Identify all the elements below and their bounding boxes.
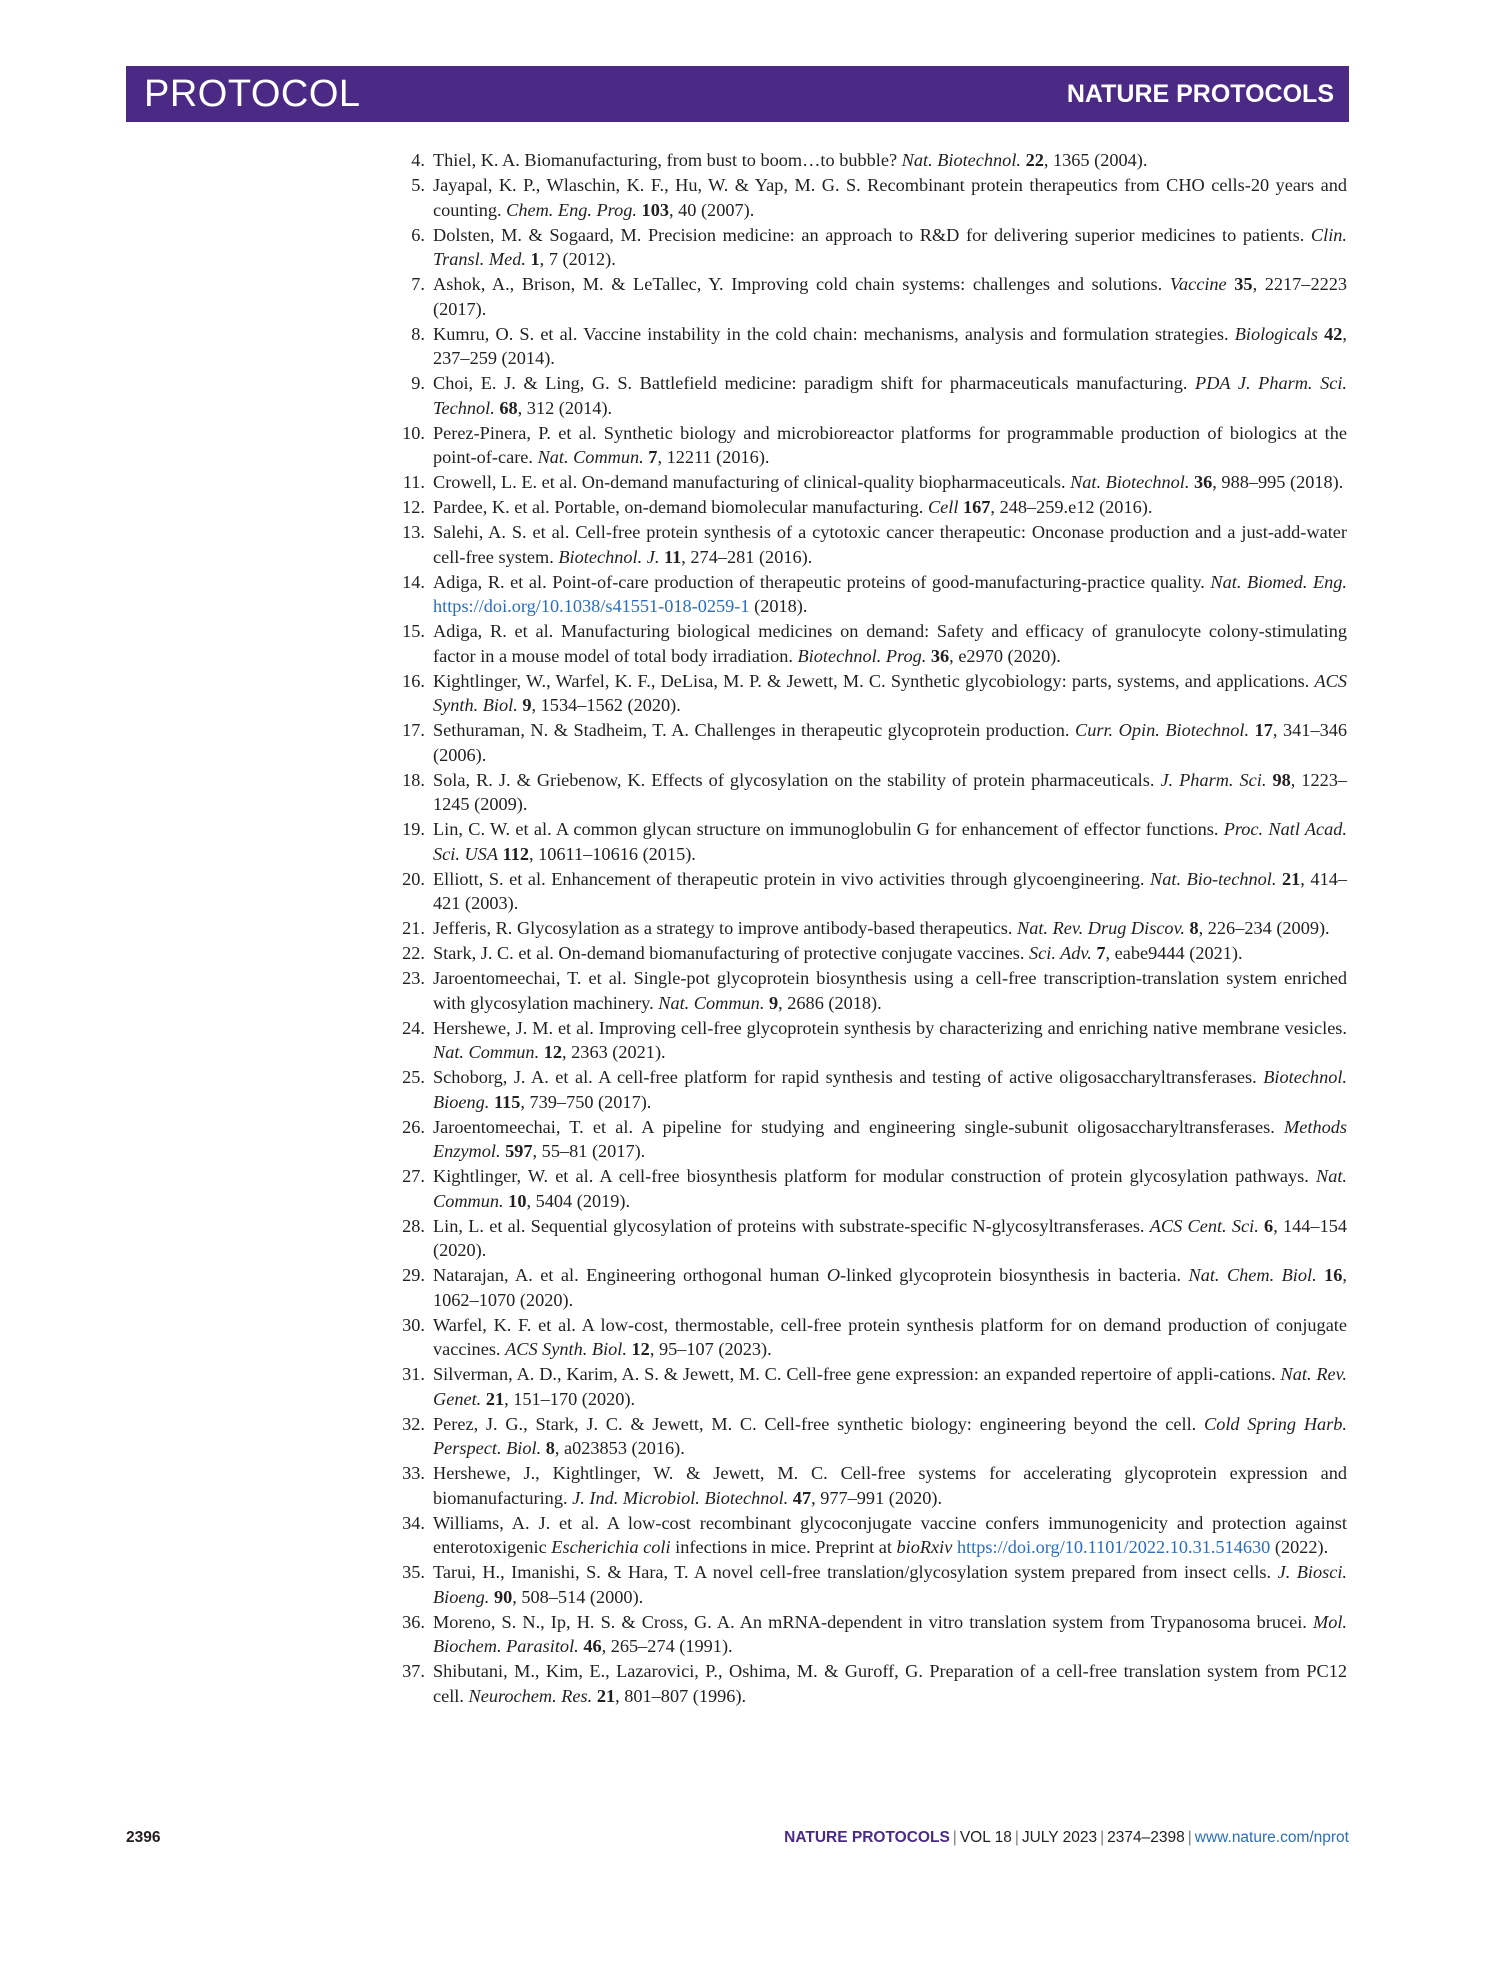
reference-number: 30. (402, 1314, 425, 1335)
reference-item (402, 916, 1347, 941)
journal-name: NATURE PROTOCOLS (1066, 80, 1334, 108)
journal-title: Vaccine (1169, 274, 1227, 294)
reference-number: 17. (402, 720, 425, 740)
reference-number: 25. (402, 1067, 425, 1087)
separator: | (1100, 1829, 1105, 1846)
journal-title: Clin. Transl. Med. (433, 224, 1347, 269)
volume-number: 11 (663, 546, 682, 567)
reference-item (402, 1016, 1347, 1065)
reference-number: 11. (402, 472, 425, 492)
reference-text: Lin, C. W. et al. A common glycan structure on immunoglobulin G for enhancement of effector functions. (433, 819, 1224, 839)
journal-title: Proc. Natl Acad. Sci. USA (433, 819, 1347, 864)
reference-text: Elliott, S. et al. Enhancement of therapeutic protein in vivo activities through glycoengineering. (433, 868, 1151, 889)
volume-number: 10 (508, 1190, 527, 1211)
reference-text: Adiga, R. et al. Point-of-care production of therapeutic proteins of good-manufacturing-practice quality. (433, 571, 1211, 592)
reference-text: Sethuraman, N. & Stadheim, T. A. Challenges in therapeutic glycoprotein production. (433, 720, 1076, 740)
separator: | (1187, 1829, 1192, 1846)
reference-item (402, 941, 1347, 966)
reference-text: Kightlinger, W., Warfel, K. F., DeLisa, M. P. & Jewett, M. C. Synthetic glycobiology: parts, systems, and applications. (433, 670, 1315, 691)
volume-number: 167 (963, 497, 991, 517)
journal-title: PDA J. Pharm. Sci. Technol. (433, 373, 1348, 418)
reference-item (402, 1164, 1347, 1213)
footer-pages: 2374–2398 (1107, 1829, 1185, 1846)
reference-text: Salehi, A. S. et al. Cell-free protein synthesis of a cytotoxic cancer therapeutic: Onconase production and a just-add-water cell-free system. (433, 522, 1347, 567)
volume-number: 17 (1254, 720, 1273, 740)
volume-number: 90 (493, 1586, 513, 1607)
reference-text: Crowell, L. E. et al. On-demand manufacturing of clinical-quality biopharmaceuticals. (433, 472, 1071, 492)
reference-text: Kightlinger, W. et al. A cell-free biosynthesis platform for modular construction of protein glycosylation pathways. (433, 1166, 1317, 1186)
footer-url-link[interactable]: www.nature.com/nprot (1194, 1829, 1349, 1846)
reference-number: 29. (402, 1265, 425, 1285)
reference-text: Dolsten, M. & Sogaard, M. Precision medicine: an approach to R&D for delivering superior medicines to patients. (433, 224, 1311, 245)
journal-title: Nat. Biomed. Eng. (1210, 571, 1347, 592)
reference-item (411, 371, 1348, 420)
reference-text: , a023853 (2016). (554, 1438, 685, 1458)
reference-item (402, 1610, 1347, 1659)
footer-journal: NATURE PROTOCOLS (784, 1829, 950, 1846)
reference-number: 15. (402, 621, 425, 641)
doi-link[interactable]: https://doi.org/10.1038/s41551-018-0259-1 (433, 596, 750, 616)
reference-number: 24. (402, 1017, 425, 1038)
section-label: PROTOCOL (144, 73, 361, 115)
reference-item (402, 867, 1347, 916)
reference-text: Sola, R. J. & Griebenow, K. Effects of glycosylation on the stability of protein pharmaceuticals. (433, 769, 1161, 790)
reference-text: Jaroentomeechai, T. et al. A pipeline for studying and engineering single-subunit oligosaccharyltransferases. (433, 1116, 1285, 1137)
volume-number: 103 (641, 199, 669, 220)
reference-number: 35. (402, 1562, 425, 1582)
reference-text: , 12211 (2016). (657, 447, 770, 467)
reference-text: Natarajan, A. et al. Engineering orthogonal human (433, 1265, 827, 1285)
journal-title: Sci. Adv. (1028, 943, 1092, 963)
reference-text: , 7 (2012). (539, 249, 616, 269)
journal-title: ACS Synth. Biol. (505, 1339, 627, 1359)
volume-number: 47 (792, 1487, 812, 1508)
reference-item (402, 1412, 1347, 1461)
journal-title: Biotechnol. J. (558, 546, 660, 567)
volume-number: 8 (1189, 918, 1199, 938)
reference-number: 10. (402, 422, 425, 443)
volume-number: 7 (1096, 943, 1106, 963)
volume-number: 112 (502, 843, 529, 864)
reference-text: , 1365 (2004). (1043, 150, 1148, 170)
journal-title: Nat. Commun. (433, 1166, 1347, 1211)
journal-title: bioRxiv (896, 1537, 953, 1557)
reference-text: Thiel, K. A. Biomanufacturing, from bust to boom…to bubble? (433, 150, 902, 170)
reference-text: , 237–259 (2014). (433, 323, 1347, 368)
volume-number: 9 (768, 992, 779, 1013)
volume-number: 16 (1324, 1265, 1343, 1285)
reference-item (402, 520, 1347, 569)
reference-text: , 508–514 (2000). (512, 1586, 644, 1607)
journal-title: Biologicals (1234, 323, 1318, 344)
journal-title: Mol. Biochem. Parasitol. (433, 1611, 1347, 1656)
volume-number: 68 (499, 397, 518, 418)
reference-item (402, 1115, 1347, 1164)
journal-title: Nat. Rev. Genet. (433, 1364, 1347, 1409)
reference-number: 20. (402, 868, 425, 889)
page-footer (126, 1829, 1349, 1853)
volume-number: 12 (543, 1042, 563, 1062)
reference-item (411, 322, 1347, 371)
reference-item (402, 966, 1347, 1015)
volume-number: 42 (1324, 323, 1343, 344)
reference-text: Pardee, K. et al. Portable, on-demand biomolecular manufacturing. (433, 497, 928, 517)
reference-item (402, 1065, 1347, 1114)
reference-text: , 1062–1070 (2020). (433, 1265, 1347, 1310)
reference-text: , 274–281 (2016). (681, 546, 813, 567)
reference-text: , 341–346 (2006). (433, 720, 1348, 765)
reference-text: Jefferis, R. Glycosylation as a strategy to improve antibody-based therapeutics. (433, 918, 1018, 938)
volume-number: 597 (505, 1141, 533, 1161)
reference-text: , e2970 (2020). (949, 645, 1061, 666)
reference-item (411, 148, 1347, 173)
reference-text: , 1223–1245 (2009). (433, 769, 1348, 814)
reference-text: Hershewe, J. M. et al. Improving cell-free glycoprotein synthesis by characterizing and enriching native membrane vesicles. (433, 1017, 1347, 1038)
reference-text: , 10611–10616 (2015). (528, 843, 696, 864)
reference-text: , 144–154 (2020). (433, 1215, 1347, 1260)
reference-number: 4. (411, 150, 425, 170)
journal-title: Nat. Bio-technol. (1150, 868, 1277, 889)
volume-number: 21 (485, 1388, 505, 1409)
volume-number: 21 (1282, 868, 1301, 889)
reference-text: , 1534–1562 (2020). (531, 695, 681, 715)
reference-number: 34. (402, 1512, 425, 1533)
reference-item (402, 1214, 1347, 1263)
volume-number: 98 (1272, 769, 1291, 790)
volume-number: 9 (522, 695, 532, 715)
journal-title: Nat. Biotechnol. (901, 150, 1021, 170)
reference-text: , 40 (2007). (668, 199, 755, 220)
reference-text: Ashok, A., Brison, M. & LeTallec, Y. Improving cold chain systems: challenges and solutions. (433, 274, 1170, 294)
reference-item (411, 173, 1347, 222)
reference-text: Lin, L. et al. Sequential glycosylation of proteins with substrate-specific N-glycosyltransferases. (433, 1215, 1150, 1236)
reference-number: 28. (402, 1215, 425, 1236)
reference-text: Tarui, H., Imanishi, S. & Hara, T. A novel cell-free translation/glycosylation system prepared from insect cells. (433, 1562, 1278, 1582)
page-number: 2396 (126, 1829, 161, 1846)
reference-text: Choi, E. J. & Ling, G. S. Battlefield medicine: paradigm shift for pharmaceuticals manufacturing. (433, 373, 1196, 393)
reference-list (402, 148, 1348, 1709)
reference-text: (2022). (1270, 1537, 1329, 1557)
reference-number: 33. (402, 1463, 425, 1483)
volume-number: 22 (1025, 150, 1044, 170)
reference-text: Warfel, K. F. et al. A low-cost, thermostable, cell-free protein synthesis platform for on demand production of conjugate vaccines. (433, 1314, 1347, 1359)
reference-text: , 414–421 (2003). (433, 868, 1347, 913)
separator: | (1014, 1829, 1019, 1846)
reference-number: 18. (402, 769, 425, 790)
footer-date: JULY 2023 (1021, 1829, 1098, 1846)
reference-text: Adiga, R. et al. Manufacturing biological medicines on demand: Safety and efficacy of granulocyte colony-stimulating factor in a mouse model of total body irradiation. (433, 621, 1347, 666)
reference-text: Schoborg, J. A. et al. A cell-free platform for rapid synthesis and testing of active oligosaccharyltransferases. (433, 1067, 1264, 1087)
reference-text: , 312 (2014). (517, 397, 613, 418)
journal-title: Biotechnol. Prog. (797, 645, 927, 666)
reference-text: , 151–170 (2020). (504, 1388, 636, 1409)
reference-text: , 5404 (2019). (526, 1190, 631, 1211)
reference-item (411, 272, 1348, 321)
reference-number: 9. (411, 373, 425, 393)
reference-number: 32. (402, 1413, 425, 1434)
reference-text: (2018). (749, 596, 808, 616)
reference-text: Hershewe, J., Kightlinger, W. & Jewett, M. C. Cell-free systems for accelerating glycoprotein expression and biomanufacturing. (433, 1463, 1347, 1508)
reference-text: , 739–750 (2017). (520, 1091, 652, 1112)
reference-text: Shibutani, M., Kim, E., Lazarovici, P., Oshima, M. & Guroff, G. Preparation of a cell-free translation system from PC12 cell. (433, 1661, 1347, 1706)
reference-number: 21. (402, 918, 425, 938)
volume-number: 6 (1264, 1215, 1274, 1236)
reference-text: , 801–807 (1996). (615, 1685, 747, 1706)
reference-text: Kumru, O. S. et al. Vaccine instability in the cold chain: mechanisms, analysis and formulation strategies. (433, 323, 1235, 344)
journal-title: Nat. Commun. (433, 1042, 540, 1062)
journal-title: J. Pharm. Sci. (1160, 769, 1267, 790)
reference-number: 16. (402, 670, 425, 691)
reference-text: , 977–991 (2020). (811, 1487, 943, 1508)
journal-title: Curr. Opin. Biotechnol. (1075, 720, 1250, 740)
reference-number: 26. (402, 1116, 425, 1137)
header-banner (126, 66, 1349, 122)
reference-number: 19. (402, 819, 425, 839)
reference-text: , eabe9444 (2021). (1105, 943, 1243, 963)
journal-title: Nat. Commun. (658, 992, 765, 1013)
volume-number: 36 (1194, 472, 1213, 492)
journal-title: Methods Enzymol. (433, 1116, 1347, 1161)
journal-title: Nat. Commun. (537, 447, 644, 467)
reference-text: Perez, J. G., Stark, J. C. & Jewett, M. C. Cell-free synthetic biology: engineering beyond the cell. (433, 1413, 1204, 1434)
reference-text: Jayapal, K. P., Wlaschin, K. F., Hu, W. & Yap, M. G. S. Recombinant protein therapeutics from CHO cells-20 years and counting. (433, 175, 1347, 220)
volume-number: 36 (930, 645, 950, 666)
reference-text: Perez-Pinera, P. et al. Synthetic biology and microbioreactor platforms for programmable production of biologics at the point-of-care. (433, 422, 1347, 467)
reference-item (411, 223, 1347, 272)
reference-number: 12. (402, 497, 425, 517)
journal-title: J. Ind. Microbiol. Biotechnol. (572, 1487, 789, 1508)
reference-text: , 95–107 (2023). (649, 1339, 772, 1359)
reference-number: 7. (411, 274, 425, 294)
reference-text: Moreno, S. N., Ip, H. S. & Cross, G. A. An mRNA-dependent in vitro translation system from Trypanosoma brucei. (433, 1611, 1313, 1632)
volume-number: 1 (530, 249, 540, 269)
reference-text: , 265–274 (1991). (601, 1636, 733, 1656)
reference-item (402, 1313, 1347, 1362)
volume-number: 12 (631, 1339, 650, 1359)
journal-title: ACS Synth. Biol. (433, 670, 1347, 715)
reference-item (402, 768, 1348, 817)
reference-text: , 2686 (2018). (778, 992, 882, 1013)
reference-item (402, 669, 1347, 718)
reference-number: 6. (411, 224, 425, 245)
journal-title: Cell (927, 497, 959, 517)
reference-text: Williams, A. J. et al. A low-cost recombinant glycoconjugate vaccine confers immunogenicity and protection against enterotoxigenic (433, 1512, 1347, 1557)
journal-title: Cold Spring Harb. Perspect. Biol. (433, 1413, 1347, 1458)
reference-item (402, 817, 1347, 866)
reference-item (402, 1560, 1347, 1609)
reference-item (402, 495, 1347, 520)
volume-number: 21 (596, 1685, 616, 1706)
reference-text: , 248–259.e12 (2016). (990, 497, 1153, 517)
volume-number: 7 (648, 447, 658, 467)
reference-text: Stark, J. C. et al. On-demand biomanufacturing of protective conjugate vaccines. (433, 943, 1029, 963)
reference-item (402, 1362, 1347, 1411)
reference-number: 23. (402, 968, 425, 988)
volume-number: 46 (583, 1636, 602, 1656)
journal-title: Chem. Eng. Prog. (506, 199, 637, 220)
volume-number: 35 (1234, 274, 1253, 294)
reference-item (402, 718, 1348, 767)
volume-number: 8 (545, 1438, 555, 1458)
reference-number: 8. (411, 323, 425, 344)
footer-citation (784, 1829, 1349, 1847)
separator: | (952, 1829, 957, 1846)
reference-text: , 988–995 (2018). (1212, 472, 1344, 492)
reference-number: 27. (402, 1166, 425, 1186)
reference-item (402, 1263, 1347, 1312)
journal-title: Nat. Biotechnol. (1070, 472, 1190, 492)
footer-volume: VOL 18 (959, 1829, 1012, 1846)
journal-title: Nat. Rev. Drug Discov. (1017, 918, 1185, 938)
reference-number: 13. (402, 522, 425, 542)
reference-text: infections in mice. Preprint at (670, 1537, 897, 1557)
reference-text: , 55–81 (2017). (532, 1141, 646, 1161)
journal-title: Biotechnol. Bioeng. (433, 1067, 1347, 1112)
reference-number: 36. (402, 1611, 425, 1632)
reference-number: 22. (402, 943, 425, 963)
reference-item (402, 619, 1347, 668)
journal-title: Neurochem. Res. (468, 1685, 593, 1706)
reference-text: , 2363 (2021). (562, 1042, 666, 1062)
journal-title: Escherichia coli (551, 1537, 671, 1557)
reference-text: Silverman, A. D., Karim, A. S. & Jewett, M. C. Cell-free gene expression: an expanded repertoire of appli-cations. (433, 1364, 1281, 1384)
reference-number: 31. (402, 1364, 425, 1384)
reference-item (402, 1659, 1347, 1708)
reference-item (402, 1511, 1347, 1560)
reference-number: 14. (402, 571, 425, 592)
reference-text: , 2217–2223 (2017). (433, 274, 1348, 319)
reference-number: 5. (411, 175, 425, 195)
journal-title: J. Biosci. Bioeng. (433, 1562, 1347, 1607)
reference-text: Jaroentomeechai, T. et al. Single-pot glycoprotein biosynthesis using a cell-free transcription-translation system enriched with glycosylation machinery. (433, 968, 1347, 1013)
reference-item (402, 421, 1347, 470)
journal-title: ACS Cent. Sci. (1149, 1215, 1259, 1236)
reference-item (402, 470, 1347, 495)
reference-text: , 226–234 (2009). (1198, 918, 1330, 938)
volume-number: 115 (493, 1091, 521, 1112)
reference-number: 37. (402, 1661, 425, 1681)
journal-title: Nat. Chem. Biol. (1188, 1265, 1317, 1285)
doi-link[interactable]: https://doi.org/10.1101/2022.10.31.514630 (956, 1537, 1271, 1557)
reference-text: -linked glycoprotein biosynthesis in bacteria. (840, 1265, 1189, 1285)
reference-item (402, 1461, 1347, 1510)
journal-title: O (826, 1265, 841, 1285)
reference-item (402, 570, 1347, 619)
